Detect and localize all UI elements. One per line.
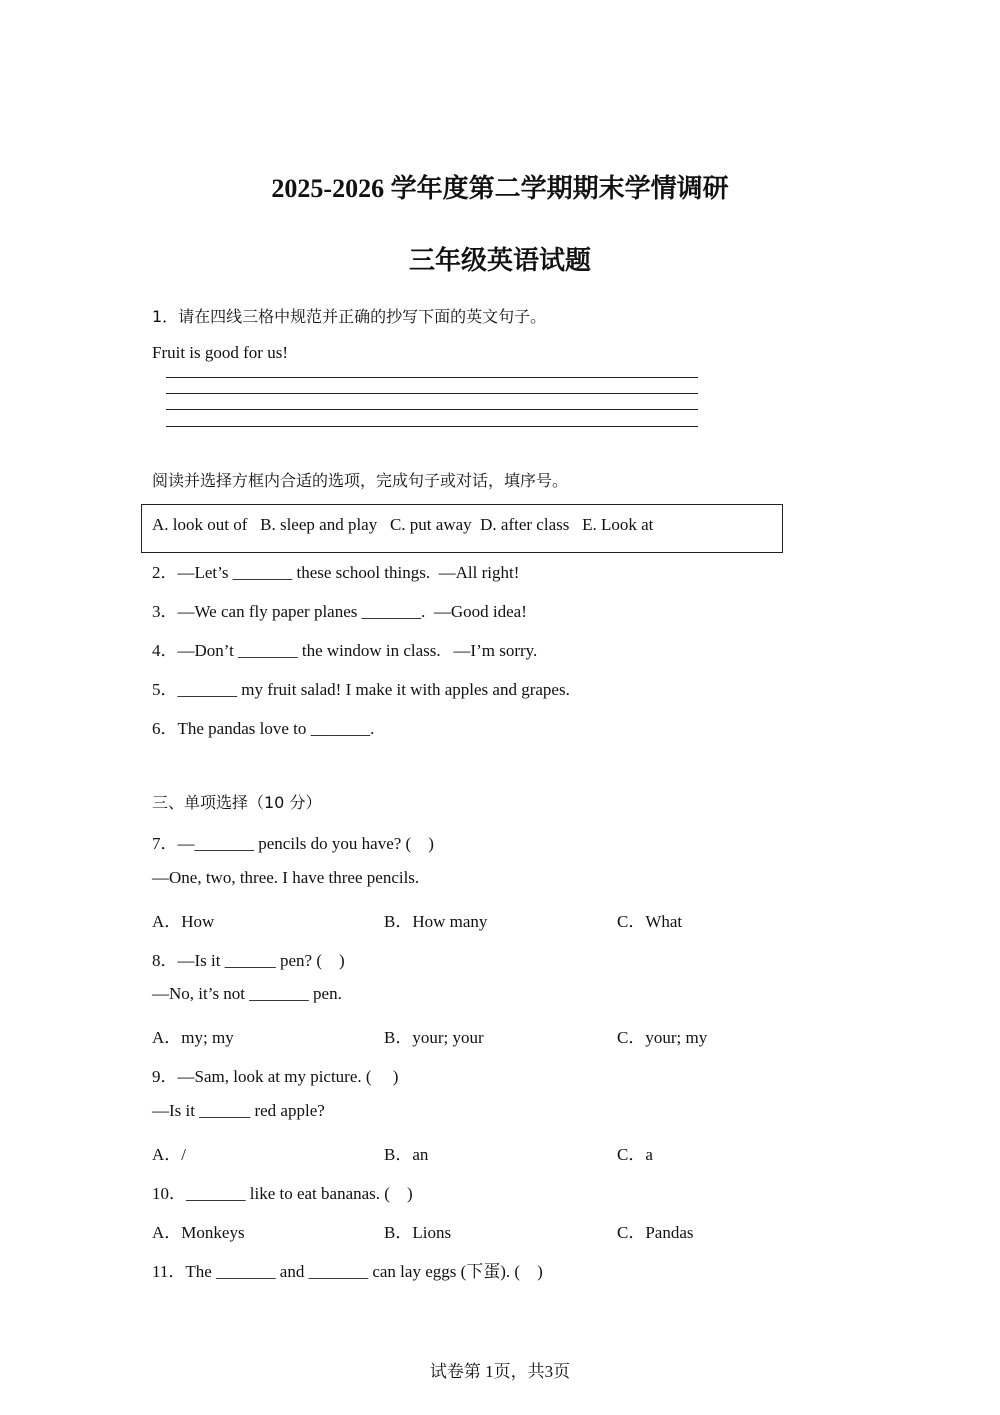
question-3: 3．—We can fly paper planes _______. —Good idea! bbox=[152, 602, 527, 621]
options-box-text: A. look out of B. sleep and play C. put away D. after class E. Look at bbox=[152, 515, 654, 534]
reading-instruction: 阅读并选择方框内合适的选项，完成句子或对话，填序号。 bbox=[152, 471, 569, 490]
question-9-stem: 9．—Sam, look at my picture. ( ) bbox=[152, 1067, 399, 1086]
section-three-heading: 三、单项选择（10 分） bbox=[152, 793, 322, 812]
q1-instruction: 1．请在四线三格中规范并正确的抄写下面的英文句子。 bbox=[152, 307, 547, 326]
question-2: 2．—Let’s _______ these school things. —All right! bbox=[152, 563, 520, 582]
grid-line bbox=[166, 393, 698, 394]
options-box bbox=[141, 504, 783, 553]
question-5: 5．_______ my fruit salad! I make it with apples and grapes. bbox=[152, 680, 570, 699]
page-footer: 试卷第 1页，共3页 bbox=[429, 1362, 571, 1381]
q9-option-b[interactable]: B．an bbox=[384, 1145, 429, 1164]
exam-title: 2025-2026 学年度第二学期期末学情调研 bbox=[271, 174, 729, 203]
exam-subtitle: 三年级英语试题 bbox=[408, 246, 591, 275]
question-4: 4．—Don’t _______ the window in class. —I’m sorry. bbox=[152, 641, 538, 660]
question-7-stem: 7．—_______ pencils do you have? ( ) bbox=[152, 834, 434, 853]
q8-option-a[interactable]: A．my; my bbox=[152, 1028, 234, 1047]
grid-line bbox=[166, 409, 698, 410]
grid-line bbox=[166, 426, 698, 427]
q8-option-c[interactable]: C．your; my bbox=[617, 1028, 708, 1047]
question-7-extra: —One, two, three. I have three pencils. bbox=[152, 868, 420, 887]
question-6: 6．The pandas love to _______. bbox=[152, 719, 375, 738]
q9-option-a[interactable]: A．/ bbox=[152, 1145, 186, 1164]
grid-line bbox=[166, 377, 698, 378]
q7-option-b[interactable]: B．How many bbox=[384, 912, 488, 931]
q10-option-c[interactable]: C．Pandas bbox=[617, 1223, 694, 1242]
q7-option-c[interactable]: C．What bbox=[617, 912, 683, 931]
q9-option-c[interactable]: C．a bbox=[617, 1145, 653, 1164]
question-9-extra: —Is it ______ red apple? bbox=[152, 1101, 325, 1120]
q8-option-b[interactable]: B．your; your bbox=[384, 1028, 484, 1047]
q10-option-a[interactable]: A．Monkeys bbox=[152, 1223, 245, 1242]
question-10-stem: 10．_______ like to eat bananas. ( ) bbox=[152, 1184, 413, 1203]
q7-option-a[interactable]: A．How bbox=[152, 912, 215, 931]
question-8-extra: —No, it’s not _______ pen. bbox=[152, 984, 342, 1003]
question-11-stem: 11．The _______ and _______ can lay eggs (下蛋). ( ) bbox=[152, 1262, 543, 1281]
q10-option-b[interactable]: B．Lions bbox=[384, 1223, 452, 1242]
q1-sentence: Fruit is good for us! bbox=[152, 343, 288, 362]
question-8-stem: 8．—Is it ______ pen? ( ) bbox=[152, 951, 345, 970]
